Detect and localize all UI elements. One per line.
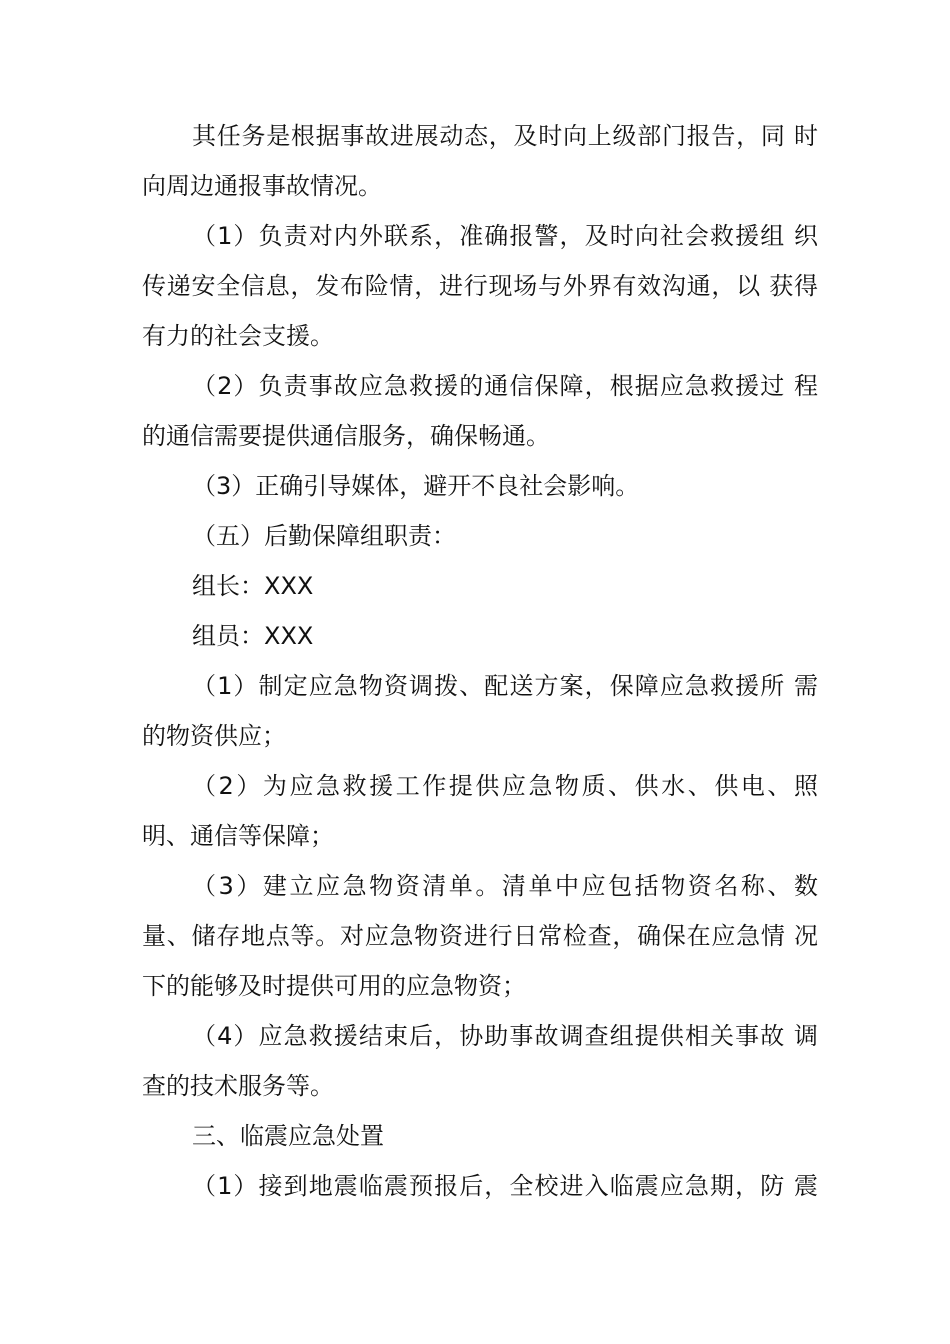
paragraph-1-line-1: 其任务是根据事故进展动态，及时向上级部门报告，同 时: [192, 122, 818, 150]
paragraph-11-line-2: 查的技术服务等。: [142, 1072, 334, 1100]
paragraph-9-line-1: （2）为应急救援工作提供应急物质、供水、供电、照: [192, 772, 818, 800]
paragraph-2-line-1: （1）负责对内外联系，准确报警，及时向社会救援组 织: [192, 222, 818, 250]
paragraph-8-line-2: 的物资供应；: [142, 722, 286, 750]
group-members: 组员：XXX: [192, 622, 314, 650]
paragraph-8-line-1: （1）制定应急物资调拨、配送方案，保障应急救援所 需: [192, 672, 818, 700]
paragraph-9-line-2: 明、通信等保障；: [142, 822, 334, 850]
paragraph-1-line-2: 向周边通报事故情况。: [142, 172, 382, 200]
paragraph-3-line-1: （2）负责事故应急救援的通信保障，根据应急救援过 程: [192, 372, 818, 400]
section-heading-earthquake: 三、临震应急处置: [192, 1122, 384, 1150]
group-leader: 组长：XXX: [192, 572, 314, 600]
paragraph-2-line-3: 有力的社会支援。: [142, 322, 334, 350]
paragraph-3-line-2: 的通信需要提供通信服务，确保畅通。: [142, 422, 550, 450]
paragraph-10-line-3: 下的能够及时提供可用的应急物资；: [142, 972, 526, 1000]
paragraph-10-line-2: 量、储存地点等。对应急物资进行日常检查，确保在应急情 况: [142, 922, 818, 950]
paragraph-4-line-1: （3）正确引导媒体，避开不良社会影响。: [192, 472, 640, 500]
paragraph-2-line-2: 传递安全信息，发布险情，进行现场与外界有效沟通，以 获得: [142, 272, 818, 300]
paragraph-11-line-1: （4）应急救援结束后，协助事故调查组提供相关事故 调: [192, 1022, 818, 1050]
section-heading-logistics: （五）后勤保障组职责：: [192, 522, 456, 550]
paragraph-13-line-1: （1）接到地震临震预报后，全校进入临震应急期，防 震: [192, 1172, 818, 1200]
paragraph-10-line-1: （3）建立应急物资清单。清单中应包括物资名称、数: [192, 872, 818, 900]
